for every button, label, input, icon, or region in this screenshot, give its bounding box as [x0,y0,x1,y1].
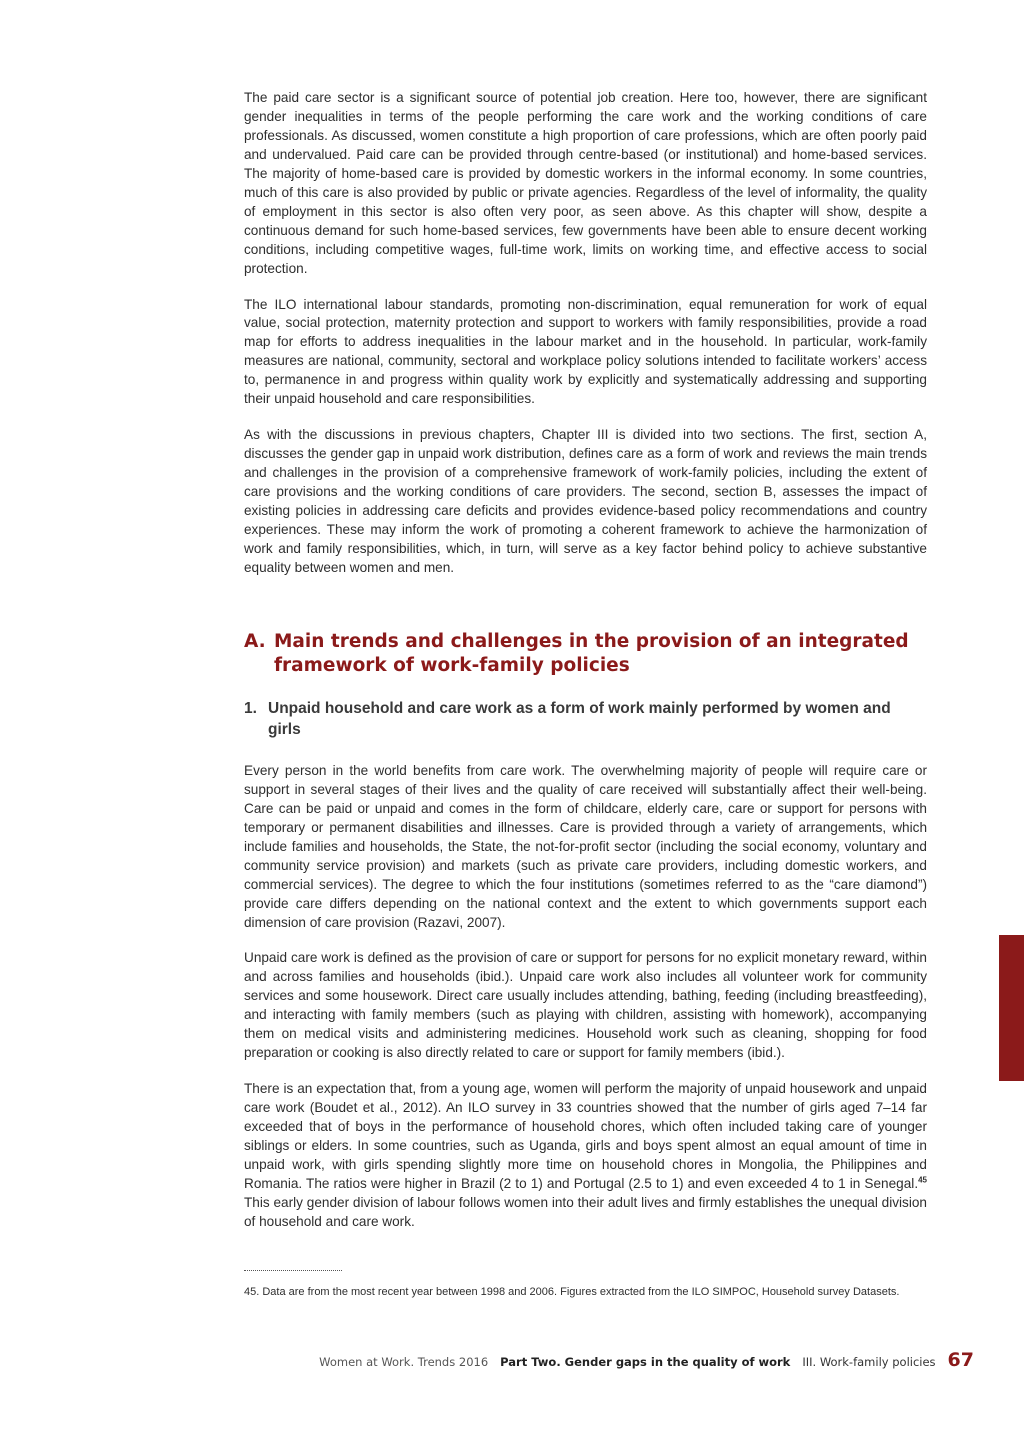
footer-part: Part Two. Gender gaps in the quality of work [500,1355,791,1369]
main-content [244,89,927,1249]
body-paragraph-3-text: There is an expectation that, from a young age, women will perform the majority of unpaid housework and unpaid care work (Boudet et al., 2012). An ILO survey in 33 countries showed that the number of girls aged 7–14 far exceeded that of boys in the performance of household chores, which often included taking care of younger siblings or elders. In some countries, such as Uganda, girls and boys spent almost an equal amount of time in unpaid work, with girls spending slightly more time on household chores in Mongolia, the Philippines and Romania. The ratios were higher in Brazil (2 to 1) and Portugal (2.5 to 1) and even exceeded 4 to 1 in Senegal. [244,1081,927,1191]
body-paragraph-3-text-end: This early gender division of labour follows women into their adult lives and firmly establishes the unequal division of household and care work. [244,1194,927,1229]
intro-paragraph-3: As with the discussions in previous chapters, Chapter III is divided into two sections. The first, section A, discusses the gender gap in unpaid work distribution, defines care as a form of work and reviews the main trends and challenges in the provision of a comprehensive framework of work-family policies, including the extent of care provisions and the working conditions of care providers. The second, section B, assesses the impact of existing policies in addressing care deficits and provides evidence-based policy recommendations and country experiences. These may inform the work of promoting a coherent framework to achieve the harmonization of work and family responsibilities, which, in turn, will serve as a key factor behind policy to achieve substantive equality between women and men. [244,427,927,575]
body-paragraph-1: Every person in the world benefits from care work. The overwhelming majority of people will require care or support in several stages of their lives and the quality of care received will substantially affect their well-being. Care can be paid or unpaid and comes in the form of childcare, elderly care, care or support for persons with temporary or permanent disabilities and illnesses. Care is provided through a variety of arrangements, which include families and households, the State, the not-for-profit sector (including the social economy, voluntary and community service provision) and markets (such as private care providers, including domestic workers, and commercial services). The degree to which the four institutions (sometimes referred to as the “care diamond”) provide care differs depending on the national context and the extent to which governments support each dimension of care provision (Razavi, 2007). [244,762,927,930]
body-paragraph-2: Unpaid care work is defined as the provision of care or support for persons for no explicit monetary reward, within and across families and households (ibid.). Unpaid care work also includes all volunteer work for community services and some housework. Direct care usually includes attending, bathing, feeding (including breastfeeding), and interacting with family members (such as playing with children, assisting with homework), accompanying them on medical visits and administering medicines. Household work such as cleaning, shopping for food preparation or cooking is also directly related to care or support for family members (ibid.). [244,950,927,1061]
page-number: 67 [947,1349,974,1371]
section-a-letter: A. [244,630,266,652]
section-a-heading [244,630,927,678]
footnote-ref-45[interactable]: 45 [918,1175,927,1185]
subsection-1-title: Unpaid household and care work as a form of work mainly performed by women and girls [268,699,891,738]
footer-chapter: III. Work-family policies [802,1355,936,1369]
intro-paragraph-2: The ILO international labour standards, promoting non-discrimination, equal remuneration for work of equal value, social protection, maternity protection and support to workers with family responsibilities, provide a road map for efforts to address inequalities in the labour market and in the household. In particular, work-family measures are national, community, sectoral and workplace policy solutions intended to facilitate workers’ access to, permanence in and progress within quality work by explicitly and systematically addressing and supporting their unpaid household and care responsibilities. [244,296,927,407]
footnote-divider [244,1270,342,1271]
body-paragraph-3 [244,1080,927,1232]
page-footer [319,1349,974,1371]
footer-publication: Women at Work. Trends 2016 [319,1355,489,1369]
subsection-1-number: 1. [244,699,257,717]
section-a-title: Main trends and challenges in the provision of an integrated framework of work-family policies [274,630,909,676]
subsection-1-heading [244,698,927,740]
chapter-side-tab [999,935,1024,1081]
intro-paragraph-1: The paid care sector is a significant source of potential job creation. Here too, however, there are significant gender inequalities in terms of the people performing the care work and the working conditions of care professionals. As discussed, women constitute a high proportion of care professions, which are often poorly paid and undervalued. Paid care can be provided through centre-based (or institutional) and home-based services. The majority of home-based care is provided by domestic workers in the informal economy. In some countries, much of this care is also provided by public or private agencies. Regardless of the level of informality, the quality of employment in this sector is also often very poor, as seen above. As this chapter will show, despite a continuous demand for such home-based services, few governments have been able to ensure decent working conditions, including competitive wages, full-time work, limits on working time, and effective access to social protection. [244,90,927,276]
footnote-45: 45. Data are from the most recent year between 1998 and 2006. Figures extracted from the ILO SIMPOC, Household survey Datasets. [244,1286,900,1298]
